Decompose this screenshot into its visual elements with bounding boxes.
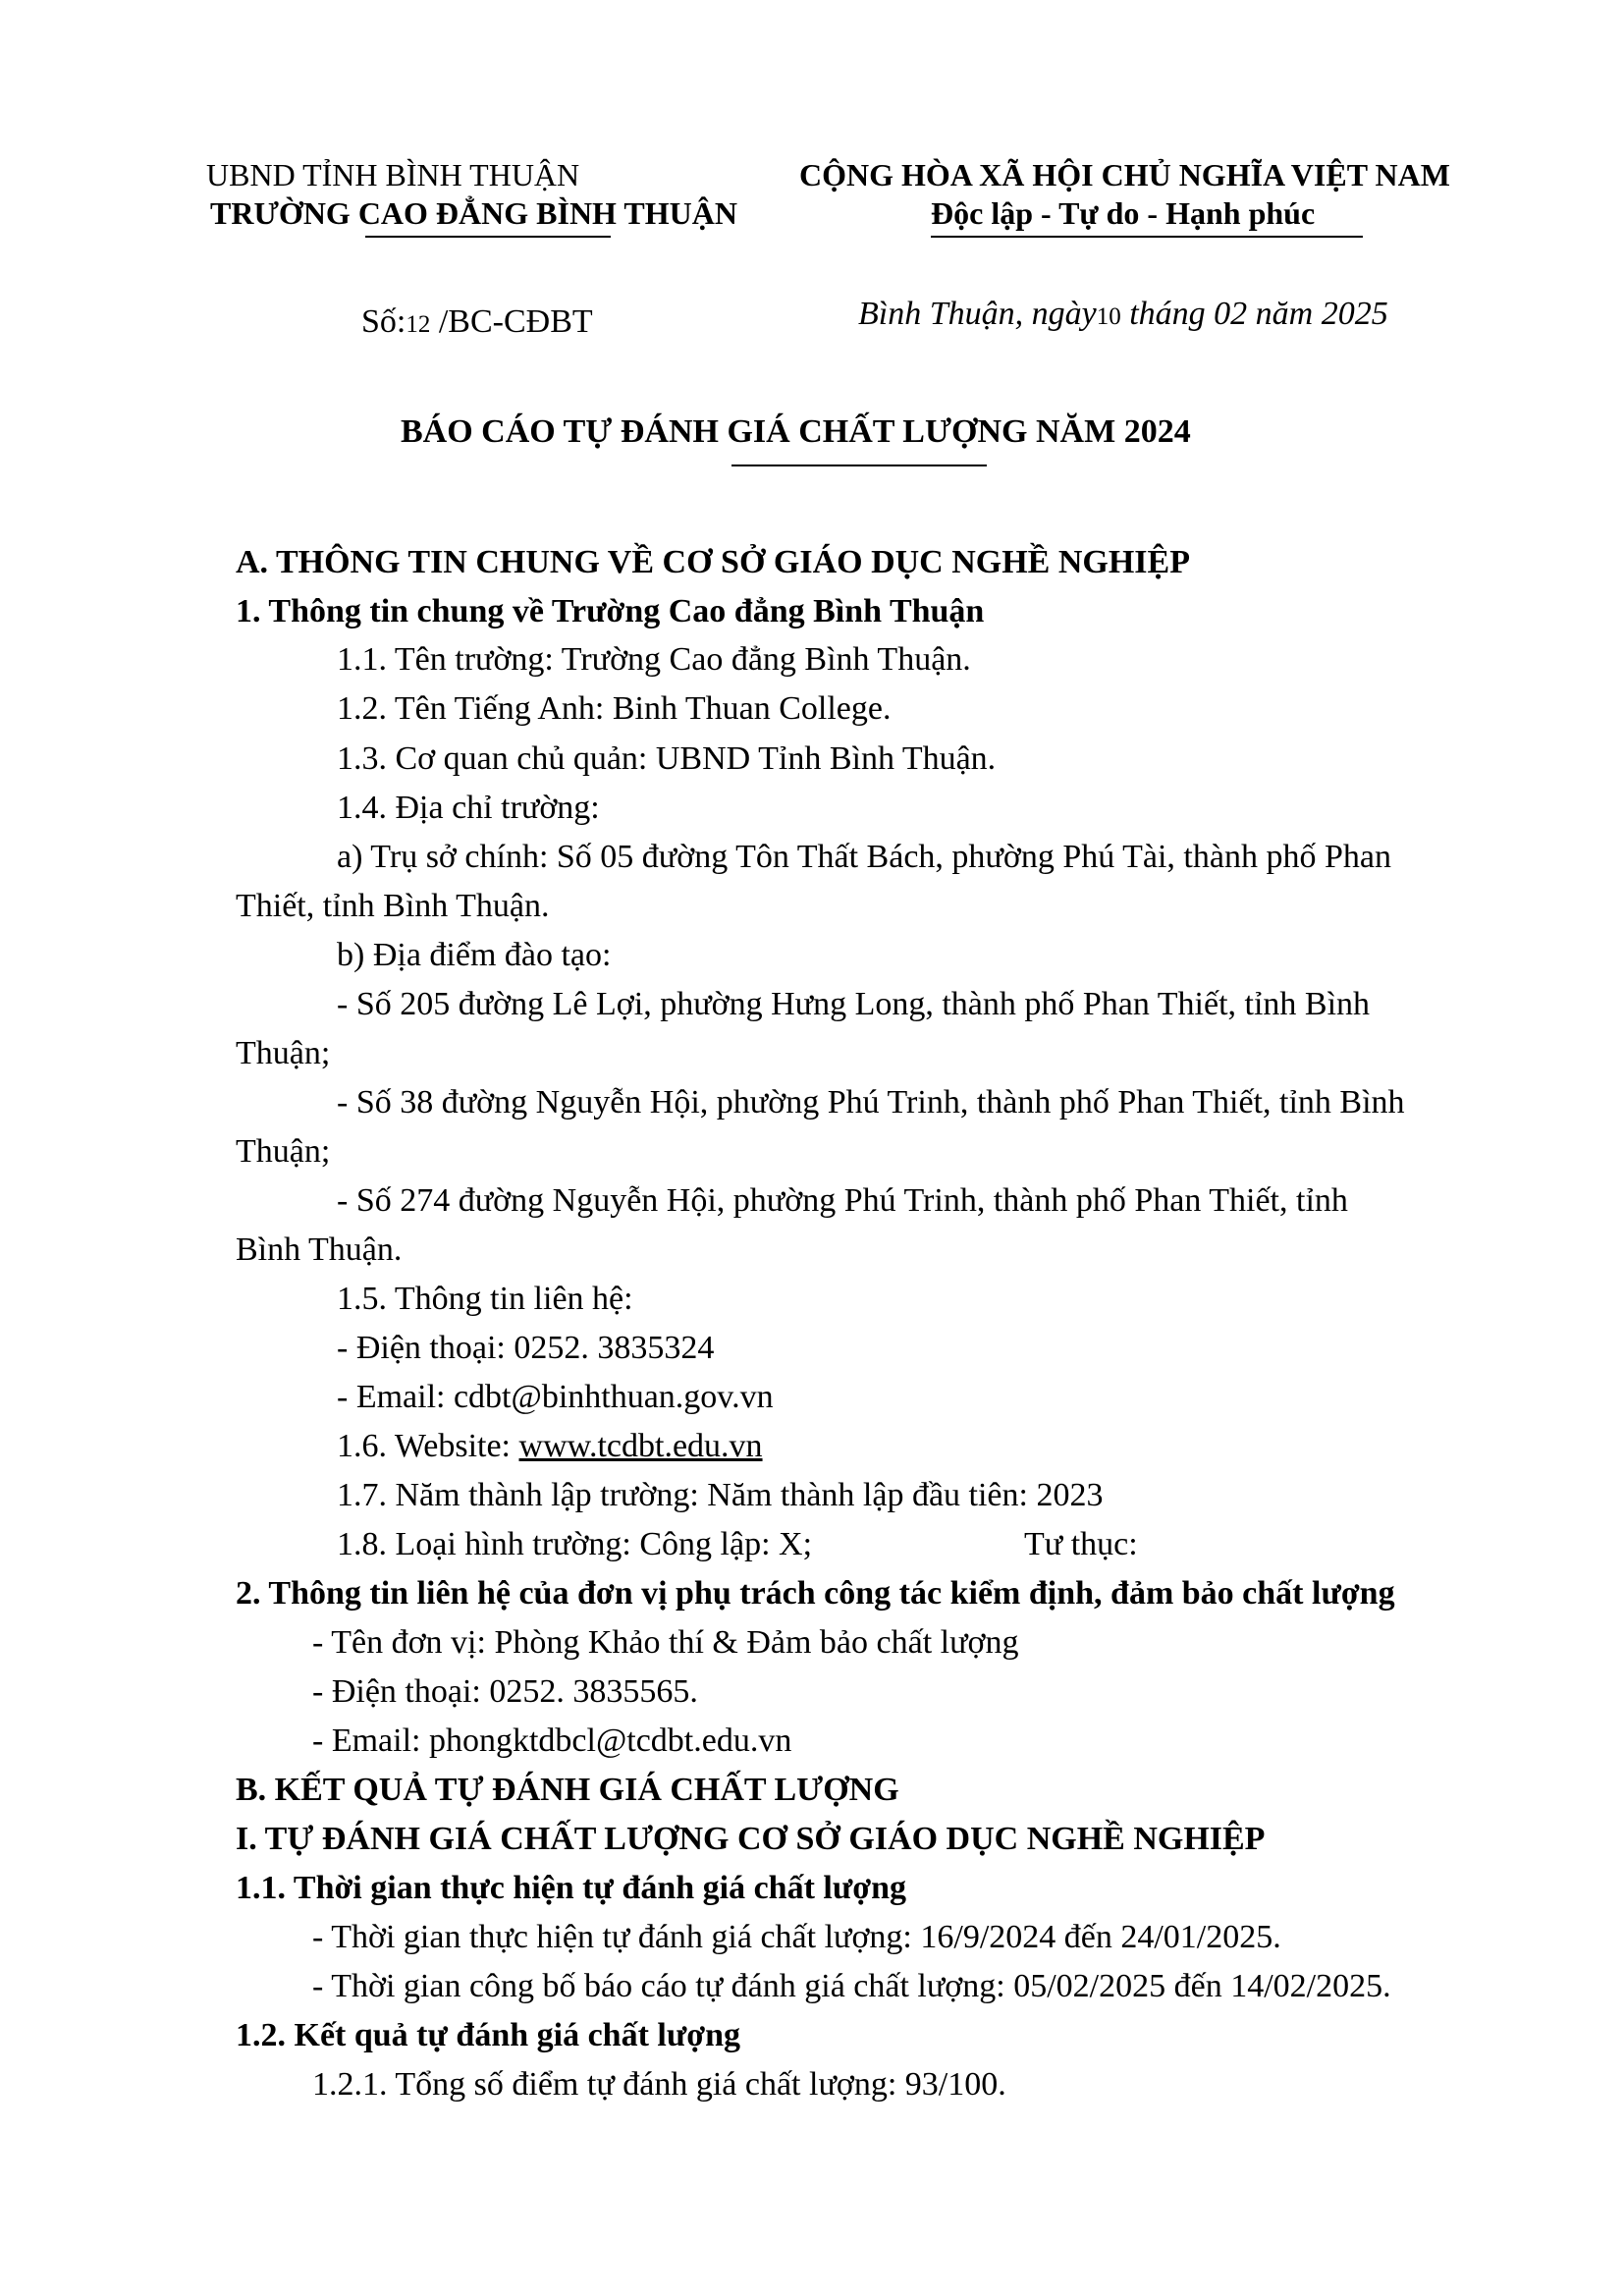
location-2-line1: - Số 38 đường Nguyễn Hội, phường Phú Trinh, thành phố Phan Thiết, tỉnh Bình: [337, 1084, 1405, 1121]
doc-number-prefix: Số:: [361, 303, 406, 340]
doc-number-value: 12: [406, 311, 431, 338]
unit-email: - Email: phongktdbcl@tcdbt.edu.vn: [312, 1722, 792, 1759]
item-1-7: 1.7. Năm thành lập trường: Năm thành lập đầu tiên: 2023: [337, 1477, 1104, 1513]
agency-name: UBND TỈNH BÌNH THUẬN: [206, 157, 580, 192]
item-1-4: 1.4. Địa chỉ trường:: [337, 790, 600, 826]
subsection-1-heading: 1. Thông tin chung về Trường Cao đẳng Bình Thuận: [236, 593, 985, 629]
document-title: BÁO CÁO TỰ ĐÁNH GIÁ CHẤT LƯỢNG NĂM 2024: [401, 413, 1191, 450]
national-title: CỘNG HÒA XÃ HỘI CHỦ NGHĨA VIỆT NAM: [799, 157, 1450, 192]
item-1-4-a-line1: a) Trụ sở chính: Số 05 đường Tôn Thất Bách, phường Phú Tài, thành phố Phan: [337, 839, 1391, 875]
national-motto: Độc lập - Tự do - Hạnh phúc: [931, 195, 1316, 231]
item-1-3: 1.3. Cơ quan chủ quản: UBND Tỉnh Bình Thuận.: [337, 740, 997, 777]
unit-phone: - Điện thoại: 0252. 3835565.: [312, 1673, 698, 1710]
total-score: 1.2.1. Tổng số điểm tự đánh giá chất lượng: 93/100.: [312, 2066, 1006, 2103]
date-suffix: tháng 02 năm 2025: [1120, 296, 1388, 332]
subsection-1-1-heading: 1.1. Thời gian thực hiện tự đánh giá chất lượng: [236, 1870, 906, 1906]
doc-number-suffix: /BC-CĐBT: [430, 303, 593, 340]
item-1-5: 1.5. Thông tin liên hệ:: [337, 1281, 633, 1317]
document-date: [858, 295, 1388, 337]
subsection-2-heading: 2. Thông tin liên hệ của đơn vị phụ trách công tác kiểm định, đảm bảo chất lượng: [236, 1575, 1395, 1612]
subsection-I-heading: I. TỰ ĐÁNH GIÁ CHẤT LƯỢNG CƠ SỞ GIÁO DỤC NGHỀ NGHIỆP: [236, 1821, 1266, 1857]
item-1-2: 1.2. Tên Tiếng Anh: Binh Thuan College.: [337, 690, 892, 727]
location-3-line1: - Số 274 đường Nguyễn Hội, phường Phú Trinh, thành phố Phan Thiết, tỉnh: [337, 1182, 1348, 1219]
time-implementation: - Thời gian thực hiện tự đánh giá chất lượng: 16/9/2024 đến 24/01/2025.: [312, 1919, 1281, 1955]
contact-email: - Email: cdbt@binhthuan.gov.vn: [337, 1379, 774, 1415]
subsection-1-2-heading: 1.2. Kết quả tự đánh giá chất lượng: [236, 2017, 740, 2053]
website-label: 1.6. Website:: [337, 1428, 519, 1464]
national-motto-underline: [931, 236, 1363, 238]
section-b-heading: B. KẾT QUẢ TỰ ĐÁNH GIÁ CHẤT LƯỢNG: [236, 1772, 899, 1808]
item-1-8-private: Tư thục:: [1024, 1526, 1138, 1562]
date-prefix: Bình Thuận, ngày: [858, 296, 1097, 332]
school-name: TRƯỜNG CAO ĐẲNG BÌNH THUẬN: [210, 195, 737, 231]
location-1-line1: - Số 205 đường Lê Lợi, phường Hưng Long, thành phố Phan Thiết, tỉnh Bình: [337, 986, 1371, 1022]
item-1-4-a-line2: Thiết, tỉnh Bình Thuận.: [236, 888, 550, 924]
location-2-line2: Thuận;: [236, 1133, 331, 1170]
item-1-6: [337, 1427, 763, 1466]
title-underline: [731, 465, 987, 466]
unit-name: - Tên đơn vị: Phòng Khảo thí & Đảm bảo chất lượng: [312, 1624, 1019, 1661]
contact-phone: - Điện thoại: 0252. 3835324: [337, 1330, 715, 1366]
location-3-line2: Bình Thuận.: [236, 1231, 403, 1268]
item-1-4-b: b) Địa điểm đào tạo:: [337, 937, 612, 973]
document-number: [361, 302, 593, 345]
time-publication: - Thời gian công bố báo cáo tự đánh giá chất lượng: 05/02/2025 đến 14/02/2025.: [312, 1968, 1391, 2004]
school-name-underline: [365, 236, 611, 238]
item-1-8-public: 1.8. Loại hình trường: Công lập: X;: [337, 1526, 813, 1562]
website-link[interactable]: www.tcdbt.edu.vn: [518, 1428, 763, 1464]
item-1-1: 1.1. Tên trường: Trường Cao đẳng Bình Thuận.: [337, 641, 971, 678]
date-day: 10: [1096, 303, 1121, 330]
section-a-heading: A. THÔNG TIN CHUNG VỀ CƠ SỞ GIÁO DỤC NGHỀ NGHIỆP: [236, 544, 1190, 580]
location-1-line2: Thuận;: [236, 1035, 331, 1071]
